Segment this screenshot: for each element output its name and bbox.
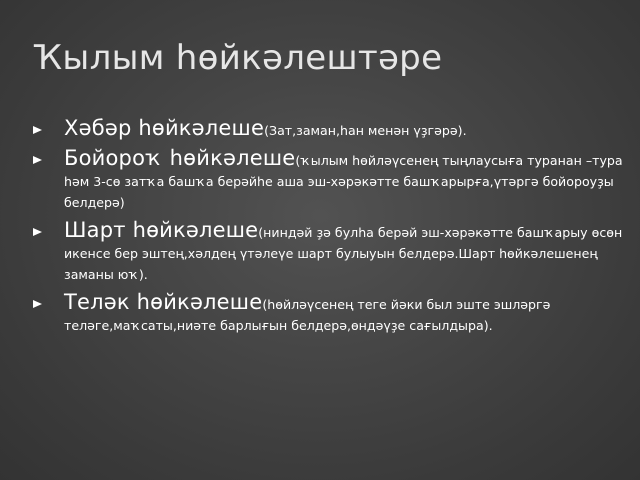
bullet-item-indicative-mood bbox=[30, 118, 625, 141]
bullet-description: (һөйләүсенең теге йәки был эште эшләргә теләге,маҡсаты,ниәте барлығын белдерә,өндәүҙе сағылдыра). bbox=[64, 297, 551, 333]
bullet-item-optative-mood bbox=[30, 292, 625, 336]
bullet-description: (ҡылым һөйләүсенең тыңлаусыға туранан –тура һәм 3-сө затҡа башҡа берәйһе аша эш-хәрәкәтте башҡарырға,үтәргә бойороуҙы белдерә) bbox=[64, 153, 623, 210]
triangle-bullet-icon bbox=[33, 300, 42, 308]
bullet-term: Теләк һөйкәлеше bbox=[64, 290, 263, 314]
triangle-bullet-icon bbox=[33, 228, 42, 236]
bullet-term: Бойороҡ һөйкәлеше bbox=[64, 146, 296, 170]
bullet-description: (Зат,заман,һан менән үҙгәрә). bbox=[264, 123, 467, 138]
bullet-item-conditional-mood bbox=[30, 220, 625, 285]
bullet-item-imperative-mood bbox=[30, 148, 625, 213]
bullet-term: Хәбәр һөйкәлеше bbox=[64, 116, 265, 140]
bullet-description: (ниндәй ҙә булһа берәй эш-хәрәкәтте башҡарыу өсөн икенсе бер эштең,хәлдең үтәлеүе шарт булыуын белдерә.Шарт һөйкәлешенең заманы юҡ). bbox=[64, 225, 623, 282]
slide-title: Ҡылым һөйкәлештәре bbox=[33, 38, 443, 78]
bullet-term: Шарт һөйкәлеше bbox=[64, 218, 259, 242]
bullet-list bbox=[30, 118, 625, 343]
triangle-bullet-icon bbox=[33, 156, 42, 164]
triangle-bullet-icon bbox=[33, 126, 42, 134]
